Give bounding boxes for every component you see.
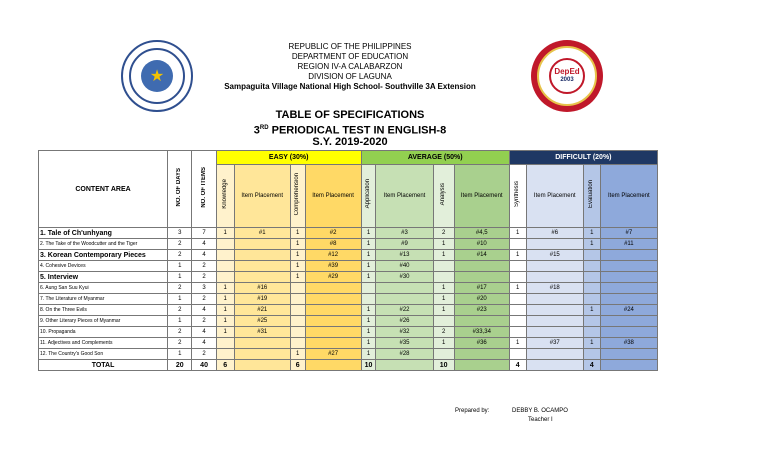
spec-cell: #1	[234, 228, 290, 239]
spec-cell	[509, 327, 526, 338]
spec-cell: #20	[454, 294, 509, 305]
items-cell: 2	[192, 316, 216, 327]
col-item-placement: Item Placement	[305, 165, 361, 228]
spec-cell	[305, 327, 361, 338]
spec-cell	[305, 360, 361, 371]
col-synthesis: Synthesis	[509, 165, 526, 228]
spec-cell: #12	[305, 250, 361, 261]
spec-cell	[454, 360, 509, 371]
col-no-of-items: NO. OF ITEMS	[192, 151, 216, 228]
spec-cell: #13	[376, 250, 433, 261]
spec-cell: 4	[583, 360, 600, 371]
spec-cell	[216, 250, 234, 261]
spec-cell	[433, 349, 454, 360]
spec-cell: #24	[600, 305, 657, 316]
content-area-cell: 10. Propaganda	[39, 327, 168, 338]
items-cell: 2	[192, 261, 216, 272]
spec-cell	[290, 294, 305, 305]
items-cell: 2	[192, 294, 216, 305]
table-row	[39, 272, 658, 283]
header-republic: REPUBLIC OF THE PHILIPPINES	[288, 42, 412, 51]
spec-cell	[600, 360, 657, 371]
spec-cell	[509, 316, 526, 327]
spec-cell: 1	[361, 316, 376, 327]
spec-cell: #15	[526, 250, 583, 261]
days-cell: 1	[168, 261, 192, 272]
spec-cell: 1	[361, 250, 376, 261]
content-area-cell: TOTAL	[39, 360, 168, 371]
spec-cell: #29	[305, 272, 361, 283]
spec-cell	[600, 327, 657, 338]
spec-cell: 1	[216, 228, 234, 239]
col-item-placement: Item Placement	[376, 165, 433, 228]
spec-cell	[234, 272, 290, 283]
spec-cell	[376, 294, 433, 305]
spec-cell: 2	[433, 228, 454, 239]
spec-cell: 1	[216, 294, 234, 305]
spec-cell: 1	[433, 338, 454, 349]
spec-cell	[454, 261, 509, 272]
spec-cell	[216, 272, 234, 283]
spec-cell: 1	[290, 250, 305, 261]
school-seal-logo: DepEd 2003	[531, 40, 603, 112]
document-subtitle: 3RD PERIODICAL TEST IN ENGLISH-8	[253, 124, 447, 137]
spec-cell: 1	[361, 305, 376, 316]
group-difficult: DIFFICULT (20%)	[509, 151, 657, 165]
spec-cell	[290, 327, 305, 338]
spec-cell: 1	[433, 250, 454, 261]
spec-cell: 1	[216, 316, 234, 327]
days-cell: 2	[168, 250, 192, 261]
spec-cell: #23	[454, 305, 509, 316]
spec-cell	[290, 338, 305, 349]
spec-cell: 10	[433, 360, 454, 371]
table-row	[39, 327, 658, 338]
days-cell: 2	[168, 327, 192, 338]
spec-cell: 1	[290, 239, 305, 250]
spec-cell: 1	[361, 272, 376, 283]
col-comprehension: Comprehension	[290, 165, 305, 228]
spec-cell: 1	[433, 283, 454, 294]
days-cell: 1	[168, 316, 192, 327]
items-cell: 4	[192, 327, 216, 338]
content-area-cell: 6. Aung San Suu Kyui	[39, 283, 168, 294]
content-area-cell: 12. The Country's Good Son	[39, 349, 168, 360]
col-content-area: CONTENT AREA	[39, 151, 168, 228]
spec-cell: 1	[216, 327, 234, 338]
items-cell: 3	[192, 283, 216, 294]
spec-cell	[583, 283, 600, 294]
spec-cell: #21	[234, 305, 290, 316]
spec-cell	[290, 316, 305, 327]
spec-cell: #30	[376, 272, 433, 283]
col-no-of-days: NO. OF DAYS	[168, 151, 192, 228]
spec-cell: 1	[290, 349, 305, 360]
days-cell: 2	[168, 239, 192, 250]
spec-cell: #35	[376, 338, 433, 349]
spec-cell: 1	[216, 305, 234, 316]
spec-cell: #11	[600, 239, 657, 250]
spec-cell	[600, 316, 657, 327]
items-cell: 4	[192, 305, 216, 316]
spec-cell	[526, 349, 583, 360]
spec-cell: #2	[305, 228, 361, 239]
table-row	[39, 349, 658, 360]
spec-cell	[526, 239, 583, 250]
total-row	[39, 360, 658, 371]
col-application: Application	[361, 165, 376, 228]
table-row	[39, 239, 658, 250]
spec-cell: #6	[526, 228, 583, 239]
spec-cell	[526, 261, 583, 272]
spec-cell: #9	[376, 239, 433, 250]
col-analysis: Analysis	[433, 165, 454, 228]
spec-cell	[305, 283, 361, 294]
content-area-cell: 7. The Literature of Myanmar	[39, 294, 168, 305]
content-area-cell: 5. Interview	[39, 272, 168, 283]
content-area-cell: 3. Korean Contemporary Pieces	[39, 250, 168, 261]
spec-cell	[376, 283, 433, 294]
spec-cell	[454, 272, 509, 283]
days-cell: 3	[168, 228, 192, 239]
spec-cell: 1	[361, 261, 376, 272]
days-cell: 2	[168, 283, 192, 294]
school-year: S.Y. 2019-2020	[312, 136, 388, 148]
spec-cell: #22	[376, 305, 433, 316]
spec-cell	[509, 239, 526, 250]
spec-cell	[509, 261, 526, 272]
days-cell: 1	[168, 294, 192, 305]
content-area-cell: 11. Adjectives and Complements	[39, 338, 168, 349]
table-row	[39, 261, 658, 272]
days-cell: 2	[168, 305, 192, 316]
spec-cell	[583, 349, 600, 360]
spec-cell: #31	[234, 327, 290, 338]
spec-cell	[583, 327, 600, 338]
spec-cell	[290, 283, 305, 294]
spec-cell: #28	[376, 349, 433, 360]
spec-cell	[526, 360, 583, 371]
spec-cell: #36	[454, 338, 509, 349]
group-average: AVERAGE (50%)	[361, 151, 509, 165]
spec-cell: 1	[361, 338, 376, 349]
spec-cell: 6	[216, 360, 234, 371]
spec-cell: #17	[454, 283, 509, 294]
spec-cell	[234, 338, 290, 349]
table-row	[39, 338, 658, 349]
spec-cell	[305, 338, 361, 349]
spec-cell	[600, 349, 657, 360]
spec-cell: #16	[234, 283, 290, 294]
spec-cell: #18	[526, 283, 583, 294]
prepared-by-label: Prepared by:	[455, 408, 490, 414]
spec-cell: #3	[376, 228, 433, 239]
spec-cell: 1	[361, 228, 376, 239]
table-row	[39, 305, 658, 316]
items-cell: 7	[192, 228, 216, 239]
spec-cell: 1	[583, 305, 600, 316]
table-row	[39, 228, 658, 239]
spec-cell	[234, 261, 290, 272]
items-cell: 4	[192, 250, 216, 261]
spec-cell	[600, 272, 657, 283]
spec-cell: 1	[583, 228, 600, 239]
items-cell: 2	[192, 272, 216, 283]
spec-cell: 10	[361, 360, 376, 371]
spec-cell	[600, 250, 657, 261]
spec-cell	[433, 261, 454, 272]
spec-cell	[305, 305, 361, 316]
days-cell: 1	[168, 272, 192, 283]
spec-cell: 1	[290, 261, 305, 272]
days-cell: 20	[168, 360, 192, 371]
col-knowledge: Knowledge	[216, 165, 234, 228]
spec-cell	[216, 261, 234, 272]
spec-cell	[583, 250, 600, 261]
spec-cell	[305, 316, 361, 327]
spec-cell	[234, 360, 290, 371]
specification-table	[38, 150, 658, 371]
spec-cell	[361, 283, 376, 294]
spec-cell: 1	[290, 272, 305, 283]
header-school: Sampaguita Village National High School- Southville 3A Extension	[224, 82, 476, 91]
items-cell: 2	[192, 349, 216, 360]
col-evaluation: Evaluation	[583, 165, 600, 228]
spec-cell	[526, 294, 583, 305]
content-area-cell: 1. Tale of Ch'unhyang	[39, 228, 168, 239]
spec-cell: 1	[361, 349, 376, 360]
spec-cell: #27	[305, 349, 361, 360]
table-row	[39, 283, 658, 294]
table-row	[39, 294, 658, 305]
spec-cell	[305, 294, 361, 305]
preparer-name: DEBBY B. OCAMPO	[512, 408, 568, 414]
spec-cell	[234, 239, 290, 250]
spec-cell	[583, 261, 600, 272]
spec-cell	[376, 360, 433, 371]
spec-cell	[526, 272, 583, 283]
spec-cell	[583, 272, 600, 283]
spec-cell	[216, 349, 234, 360]
days-cell: 1	[168, 349, 192, 360]
spec-cell: #39	[305, 261, 361, 272]
preparer-position: Teacher I	[528, 417, 553, 423]
spec-cell	[454, 349, 509, 360]
spec-cell	[509, 294, 526, 305]
spec-cell: 1	[509, 338, 526, 349]
spec-cell: #38	[600, 338, 657, 349]
spec-cell: 2	[433, 327, 454, 338]
spec-cell	[433, 316, 454, 327]
spec-cell	[600, 283, 657, 294]
spec-cell	[216, 338, 234, 349]
col-item-placement: Item Placement	[600, 165, 657, 228]
spec-cell: 1	[361, 239, 376, 250]
content-area-cell: 8. On the Three Evils	[39, 305, 168, 316]
spec-cell: 1	[509, 228, 526, 239]
col-item-placement: Item Placement	[526, 165, 583, 228]
spec-cell	[290, 305, 305, 316]
spec-cell	[234, 349, 290, 360]
spec-cell	[583, 294, 600, 305]
spec-cell: #25	[234, 316, 290, 327]
spec-cell: #10	[454, 239, 509, 250]
spec-cell: 1	[509, 250, 526, 261]
spec-cell: #33,34	[454, 327, 509, 338]
spec-cell	[433, 272, 454, 283]
deped-seal-logo: ★	[121, 40, 193, 112]
spec-cell: #37	[526, 338, 583, 349]
spec-cell: 1	[290, 228, 305, 239]
header-division: DIVISION OF LAGUNA	[308, 72, 392, 81]
days-cell: 2	[168, 338, 192, 349]
spec-cell: #14	[454, 250, 509, 261]
spec-cell: #26	[376, 316, 433, 327]
items-cell: 40	[192, 360, 216, 371]
spec-cell: 4	[509, 360, 526, 371]
content-area-cell: 2. The Take of the Woodcutter and the Tiger	[39, 239, 168, 250]
spec-cell	[509, 272, 526, 283]
col-item-placement: Item Placement	[234, 165, 290, 228]
spec-cell	[509, 305, 526, 316]
spec-cell: #7	[600, 228, 657, 239]
spec-cell: #4,5	[454, 228, 509, 239]
spec-cell	[526, 316, 583, 327]
items-cell: 4	[192, 239, 216, 250]
document-title: TABLE OF SPECIFICATIONS	[275, 109, 425, 121]
spec-cell	[361, 294, 376, 305]
spec-cell	[526, 305, 583, 316]
header-region: REGION IV-A CALABARZON	[297, 62, 403, 71]
spec-cell	[234, 250, 290, 261]
spec-cell: #32	[376, 327, 433, 338]
spec-cell	[583, 316, 600, 327]
table-row	[39, 316, 658, 327]
spec-cell	[216, 239, 234, 250]
spec-cell	[454, 316, 509, 327]
table-row	[39, 250, 658, 261]
spec-cell: 1	[433, 305, 454, 316]
spec-cell: #40	[376, 261, 433, 272]
spec-cell: 1	[509, 283, 526, 294]
spec-cell: 1	[361, 327, 376, 338]
spec-cell: 1	[433, 239, 454, 250]
content-area-cell: 4. Cohesive Devices	[39, 261, 168, 272]
spec-cell: 1	[433, 294, 454, 305]
spec-cell: 6	[290, 360, 305, 371]
spec-cell: 1	[583, 338, 600, 349]
content-area-cell: 9. Other Literary Pieces of Myanmar	[39, 316, 168, 327]
spec-cell	[600, 294, 657, 305]
items-cell: 4	[192, 338, 216, 349]
header-department: DEPARTMENT OF EDUCATION	[291, 52, 409, 61]
spec-cell	[526, 327, 583, 338]
spec-cell: 1	[216, 283, 234, 294]
col-item-placement: Item Placement	[454, 165, 509, 228]
spec-cell: #19	[234, 294, 290, 305]
spec-cell: 1	[583, 239, 600, 250]
spec-cell: #8	[305, 239, 361, 250]
spec-cell	[600, 261, 657, 272]
group-easy: EASY (30%)	[216, 151, 361, 165]
spec-cell	[509, 349, 526, 360]
